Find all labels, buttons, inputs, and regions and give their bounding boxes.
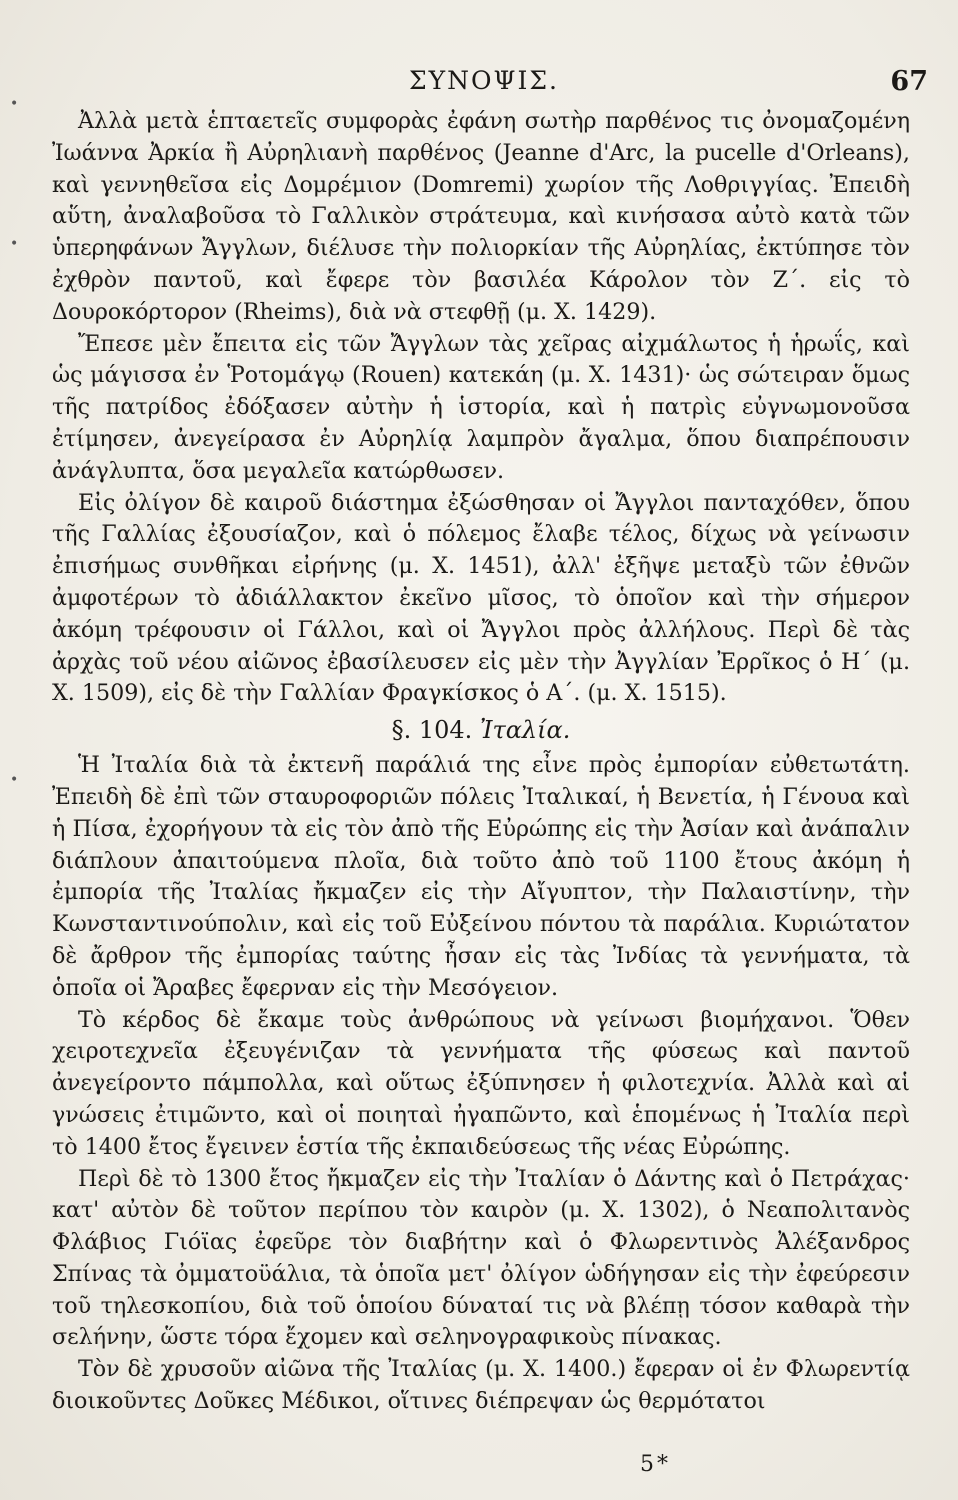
paragraph-capture: Ἔπεσε μὲν ἔπειτα εἰς τῶν Ἄγγλων τὰς χεῖρας αἰχμάλωτος ἡ ἡρωΐς, καὶ ὡς μάγισσα ἐν Ῥοτομάγῳ (Rouen) κατεκάη (μ. Χ. 1431)· ὡς σώτειραν ὅμως τῆς πατρίδος ἐδόξασεν αὐτὴν ἡ ἱστορία, καὶ ἡ πατρὶς εὐγνωμονοῦσα ἐτίμησεν, ἀνεγείρασα ἐν Αὐρηλίᾳ λαμπρὸν ἄγαλμα, ὅπου διαπρέπουσιν ἀνάγλυπτα, ὅσα μεγαλεῖα κατώρθωσεν.	[52, 330, 910, 484]
paragraph-industry: Τὸ κέρδος δὲ ἔκαμε τοὺς ἀνθρώπους νὰ γείνωσι βιομήχανοι. Ὅθεν χειροτεχνεῖα ἐξευγένιζαν τὰ γεννήματα τῆς φύσεως καὶ παντοῦ ἀνεγείροντο πάμπολλα, καὶ οὕτως ἐξύπνησεν ἡ φιλοτεχνία. Ἀλλὰ καὶ αἱ γνώσεις ἐτιμῶντο, καὶ οἱ ποιηταὶ ἠγαπῶντο, καὶ ἑπομένως ἡ Ἰταλία περὶ τὸ 1400 ἔτος ἔγεινεν ἑστία τῆς ἐκπαιδεύσεως τῆς νέας Εὐρώπης.	[52, 1006, 910, 1160]
section-number: §. 104.	[391, 716, 473, 745]
margin-dot: •	[10, 772, 19, 788]
paragraph-expulsion: Εἰς ὀλίγον δὲ καιροῦ διάστημα ἐξώσθησαν οἱ Ἄγγλοι πανταχόθεν, ὅπου τῆς Γαλλίας ἐξουσίαζον, καὶ ὁ πόλεμος ἔλαβε τέλος, δίχως νὰ γείνωσιν ἐπισήμως συνθῆκαι εἰρήνης (μ. Χ. 1451), ἀλλ' ἐξῆψε μεταξὺ τῶν ἐθνῶν ἀμφοτέρων τὸ ἀδιάλλακτον ἐκεῖνο μῖσος, τὸ ὁποῖον καὶ τὴν σήμερον ἀκόμη τρέφουσιν οἱ Γάλλοι, καὶ οἱ Ἄγγλοι πρὸς ἀλλήλους. Περὶ δὲ τὰς ἀρχὰς τοῦ νέου αἰῶνος ἐβασίλευσεν εἰς μὲν τὴν Ἀγγλίαν Ἐρρῖκος ὁ Η΄ (μ. Χ. 1509), εἰς δὲ τὴν Γαλλίαν Φραγκίσκος ὁ Α΄. (μ. Χ. 1515).	[52, 489, 910, 707]
running-title: ΣΥΝΟΨΙΣ.	[409, 66, 559, 95]
paragraph-golden-age: Τὸν δὲ χρυσοῦν αἰῶνα τῆς Ἰταλίας (μ. Χ. 1400.) ἔφεραν οἱ ἐν Φλωρεντίᾳ διοικοῦντες Δοῦκες Μέδικοι, οἵτινες διέπρεψαν ὡς θερμότατοι	[52, 1356, 910, 1415]
margin-dot: •	[10, 96, 19, 112]
paragraph-dante: Περὶ δὲ τὸ 1300 ἔτος ἤκμαζεν εἰς τὴν Ἰταλίαν ὁ Δάντης καὶ ὁ Πετράχας· κατ' αὐτὸν δὲ τοῦτον περίπου τὸν καιρὸν (μ. Χ. 1302), ὁ Νεαπολιτανὸς Φλάβιος Γιόϊας ἐφεῦρε τὸν διαβήτην καὶ ὁ Φλωρεντινὸς Ἀλέξανδρος Σπίνας τὰ ὀμματοϋάλια, τὰ ὁποῖα μετ' ὀλίγον ὡδήγησαν εἰς τὴν ἐφεύρεσιν τοῦ τηλεσκοπίου, διὰ τοῦ ὁποίου δύναταί τις νὰ βλέπῃ τόσον καθαρὰ τὴν σελήνην, ὥστε τόρα ἔχομεν καὶ σεληνογραφικοὺς πίνακας.	[52, 1165, 910, 1351]
page-header	[40, 66, 928, 106]
paragraph-joan-of-arc: Ἀλλὰ μετὰ ἑπταετεῖς συμφορὰς ἐφάνη σωτὴρ παρθένος τις ὀνομαζομένη Ἰωάννα Ἀρκία ἢ Αὐρηλιανὴ παρθένος (Jeanne d'Arc, la pucelle d'Orleans), καὶ γεννηθεῖσα εἰς Δομρέμιον (Domremi) χωρίον τῆς Λοθριγγίας. Ἐπειδὴ αὕτη, ἀναλαβοῦσα τὸ Γαλλικὸν στράτευμα, καὶ κινήσασα αὐτὸ κατὰ τῶν ὑπερηφάνων Ἄγγλων, διέλυσε τὴν πολιορκίαν τῆς Αὐρηλίας, ἐκτύπησε τὸν ἐχθρὸν παντοῦ, καὶ ἔφερε τὸν βασιλέα Κάρολον τὸν Ζ΄. εἰς τὸ Δουροκόρτορον (Rheims), διὰ νὰ στεφθῇ (μ. Χ. 1429).	[52, 108, 910, 325]
section-heading	[52, 710, 910, 750]
section-name: Ἰταλία.	[479, 716, 571, 745]
paragraph-italy-trade: Ἡ Ἰταλία διὰ τὰ ἐκτενῆ παράλιά της εἶνε πρὸς ἐμπορίαν εὐθετωτάτη. Ἐπειδὴ δὲ ἐπὶ τῶν σταυροφοριῶν πόλεις Ἰταλικαί, ἡ Βενετία, ἡ Γένουα καὶ ἡ Πίσα, ἐχορήγουν τὰ εἰς τὸν ἀπὸ τῆς Εὐρώπης εἰς τὴν Ἀσίαν καὶ ἀνάπαλιν διάπλουν ἀπαιτούμενα πλοῖα, διὰ τοῦτο ἀπὸ τοῦ 1100 ἔτους ἀκόμη ἡ ἐμπορία τῆς Ἰταλίας ἤκμαζεν εἰς τὴν Αἴγυπτον, τὴν Παλαιστίνην, τὴν Κωνσταντινούπολιν, καὶ εἰς τοῦ Εὐξείνου πόντου τὰ παράλια. Κυριώτατον δὲ ἄρθρον τῆς ἐμπορίας ταύτης ἦσαν εἰς τὰς Ἰνδίας τὰ γεννήματα, τὰ ὁποῖα οἱ Ἄραβες ἔφερναν εἰς τὴν Μεσόγειον.	[52, 752, 910, 1001]
body-text	[52, 106, 910, 1418]
margin-dot: •	[10, 236, 19, 252]
page-number: 67	[890, 66, 928, 97]
signature-mark: 5*	[640, 1452, 671, 1477]
